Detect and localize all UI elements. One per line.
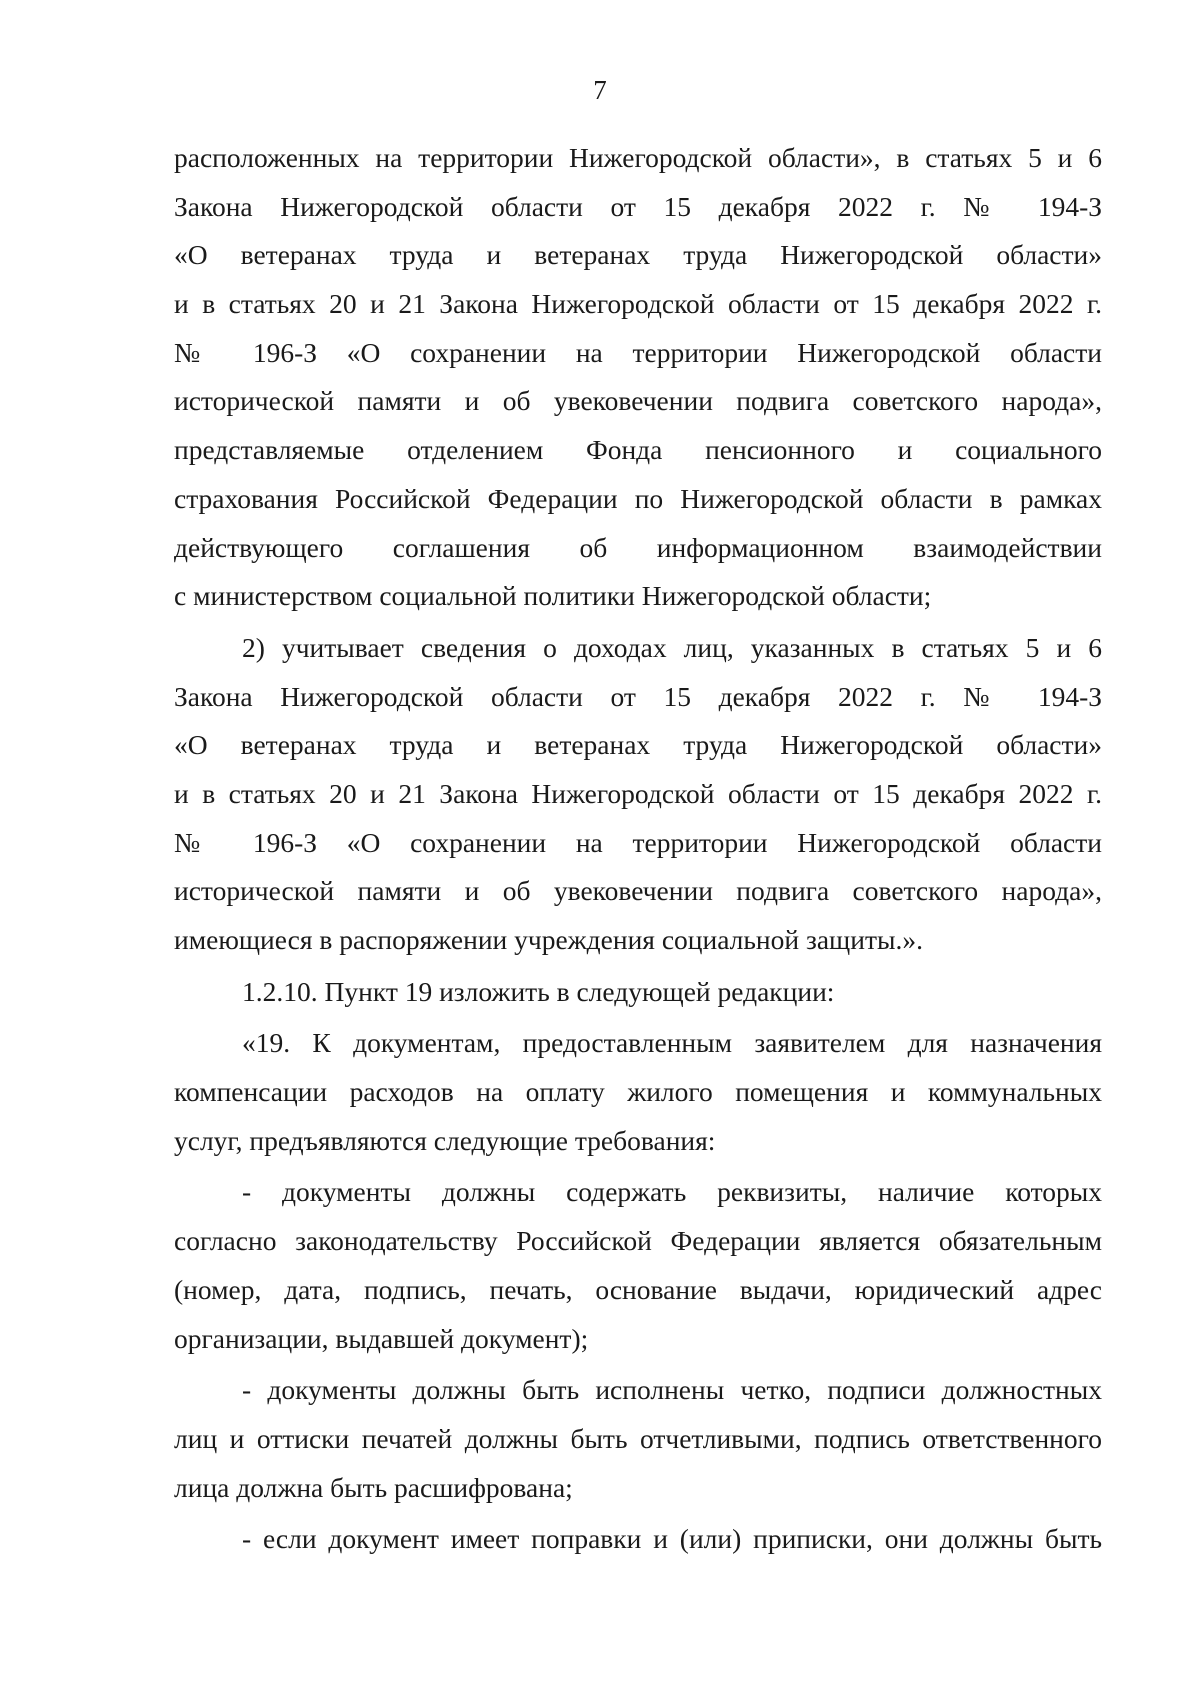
- text-line: (номер, дата, подпись, печать, основание выдачи, юридический адрес: [174, 1273, 1102, 1305]
- text-line: страхования Российской Федерации по Нижегородской области в рамках: [174, 482, 1102, 514]
- page-number: 7: [593, 75, 607, 105]
- text-line: лиц и оттиски печатей должны быть отчетливыми, подпись ответственного: [174, 1422, 1102, 1454]
- text-line: расположенных на территории Нижегородской области», в статьях 5 и 6: [174, 142, 1102, 173]
- text-line: организации, выдавшей документ);: [174, 1322, 589, 1354]
- text-line: компенсации расходов на оплату жилого помещения и коммунальных: [174, 1076, 1102, 1108]
- text-line: представляемые отделением Фонда пенсионного и социального: [174, 434, 1102, 466]
- text-line: 2) учитывает сведения о доходах лиц, указанных в статьях 5 и 6: [242, 631, 1102, 663]
- text-line: с министерством социальной политики Нижегородской области;: [174, 580, 932, 612]
- text-line: Закона Нижегородской области от 15 декабря 2022 г. № 194-З: [174, 190, 1102, 222]
- text-line: - документы должны быть исполнены четко, подписи должностных: [242, 1374, 1102, 1406]
- text-line: - документы должны содержать реквизиты, наличие которых: [242, 1176, 1102, 1208]
- text-line: «О ветеранах труда и ветеранах труда Нижегородской области»: [174, 239, 1102, 271]
- text-line: 1.2.10. Пункт 19 изложить в следующей редакции:: [242, 975, 835, 1007]
- text-line: исторической памяти и об увековечении подвига советского народа»,: [174, 875, 1102, 907]
- text-line: - если документ имеет поправки и (или) приписки, они должны быть: [242, 1523, 1102, 1555]
- text-line: имеющиеся в распоряжении учреждения социальной защиты.».: [174, 924, 923, 955]
- text-line: № 196-З «О сохранении на территории Нижегородской области: [174, 336, 1102, 368]
- text-line: согласно законодательству Российской Федерации является обязательным: [174, 1225, 1102, 1257]
- text-line: услуг, предъявляются следующие требования:: [174, 1124, 716, 1156]
- text-line: «О ветеранах труда и ветеранах труда Нижегородской области»: [174, 729, 1102, 761]
- text-line: «19. К документам, предоставленным заявителем для назначения: [242, 1027, 1102, 1059]
- text-line: и в статьях 20 и 21 Закона Нижегородской области от 15 декабря 2022 г.: [174, 777, 1102, 809]
- text-line: лица должна быть расшифрована;: [174, 1471, 573, 1503]
- text-line: действующего соглашения об информационном взаимодействии: [174, 531, 1102, 563]
- text-line: исторической памяти и об увековечении подвига советского народа»,: [174, 385, 1102, 417]
- text-line: и в статьях 20 и 21 Закона Нижегородской области от 15 декабря 2022 г.: [174, 288, 1102, 320]
- document-body: [174, 134, 1102, 1564]
- text-line: № 196-З «О сохранении на территории Нижегородской области: [174, 826, 1102, 858]
- text-line: Закона Нижегородской области от 15 декабря 2022 г. № 194-З: [174, 680, 1102, 712]
